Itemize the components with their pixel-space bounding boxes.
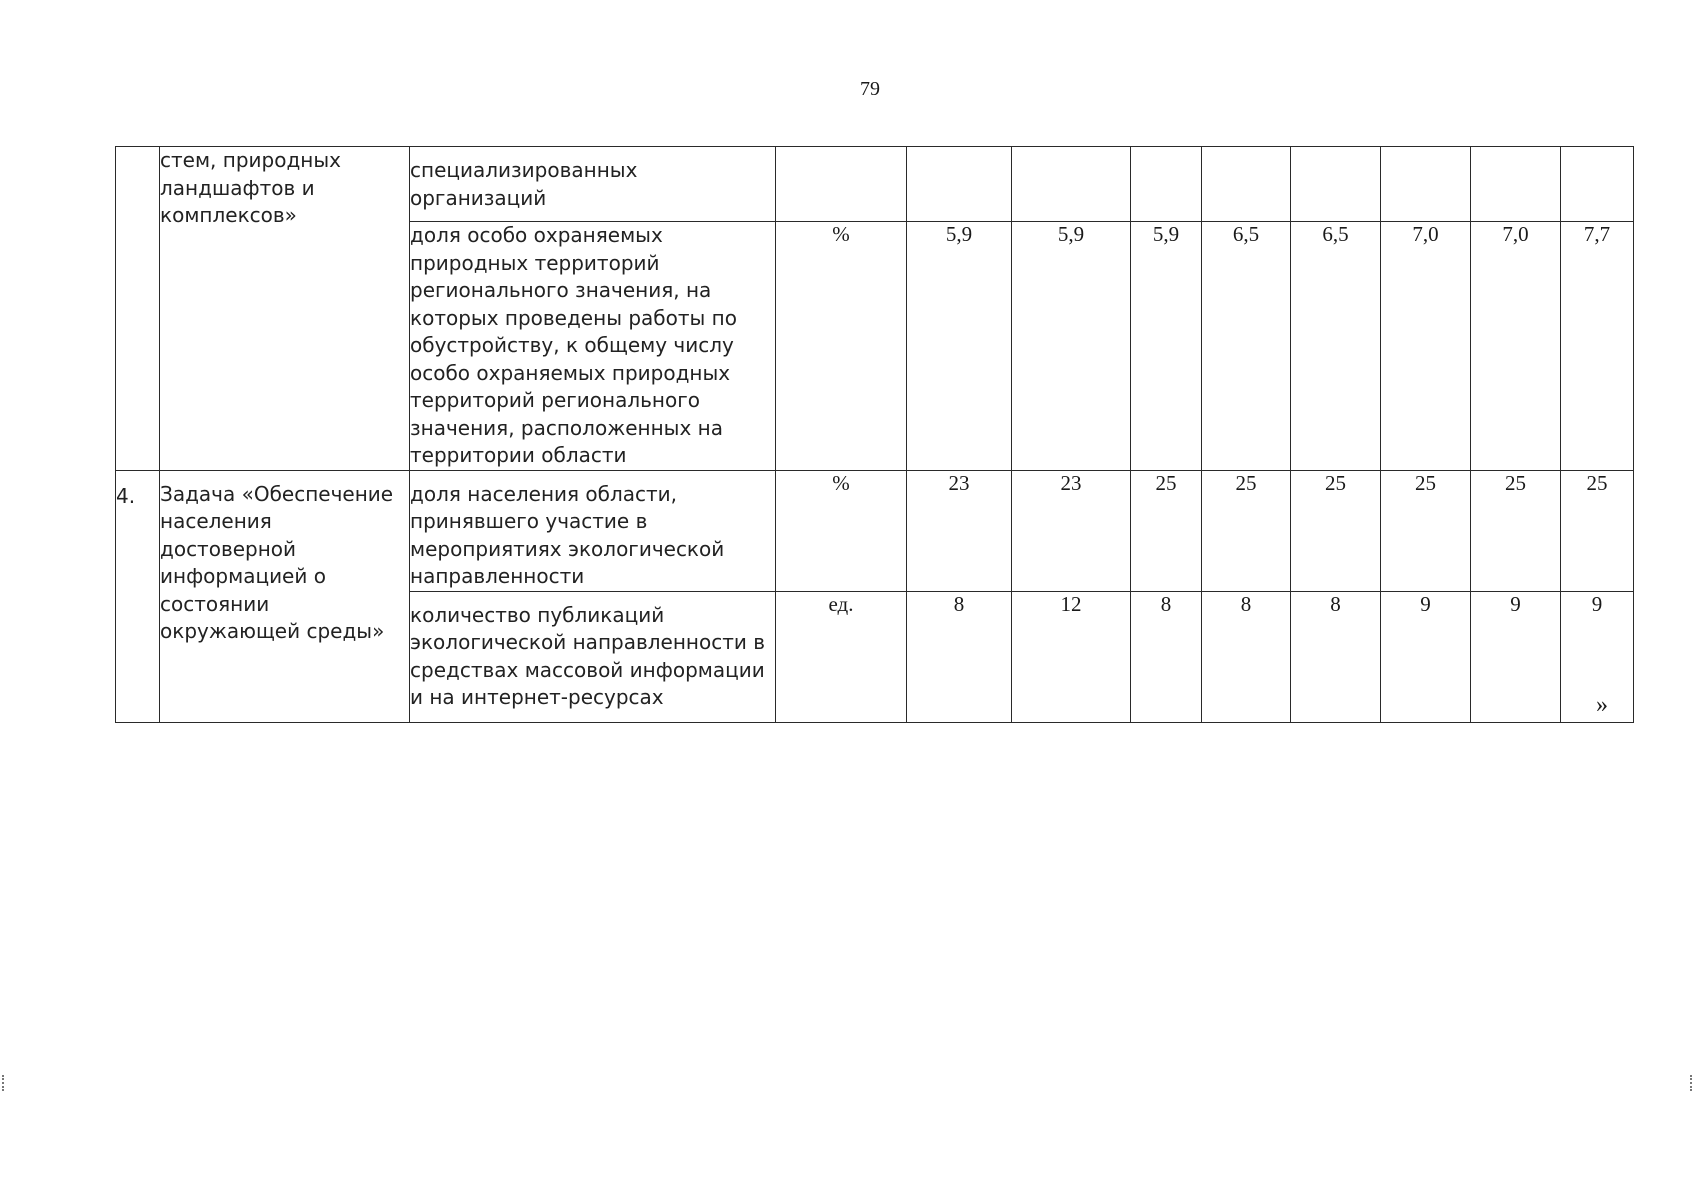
value-cell: 5,9 [1012, 222, 1131, 471]
indicator-cell: специализированных организаций [410, 147, 776, 222]
value-cell: 25 [1471, 470, 1561, 591]
value-cell [1471, 147, 1561, 222]
unit-cell [776, 147, 907, 222]
indicator-cell: количество публикаций экологической направленности в средствах массовой информации и на интернет-ресурсах [410, 591, 776, 722]
value-cell [1131, 147, 1202, 222]
indicator-cell: доля населения области, принявшего участие в мероприятиях экологической направленности [410, 470, 776, 591]
value-cell: 7,0 [1381, 222, 1471, 471]
value-cell: 7,7 [1561, 222, 1634, 471]
value-cell: 23 [1012, 470, 1131, 591]
value-cell: 23 [907, 470, 1012, 591]
value-cell: 8 [907, 591, 1012, 722]
value-cell [1202, 147, 1291, 222]
value-cell [907, 147, 1012, 222]
value-cell [1291, 147, 1381, 222]
closing-quote: » [1596, 692, 1608, 718]
value-cell: 6,5 [1291, 222, 1381, 471]
row-number [116, 147, 160, 471]
indicators-table [115, 146, 1634, 723]
value-cell: 9 [1561, 591, 1634, 722]
value-cell: 9 [1381, 591, 1471, 722]
value-cell: 9 [1471, 591, 1561, 722]
value-cell: 5,9 [907, 222, 1012, 471]
value-cell [1012, 147, 1131, 222]
value-cell: 12 [1012, 591, 1131, 722]
table-row [116, 470, 1634, 591]
value-cell: 5,9 [1131, 222, 1202, 471]
value-cell: 25 [1381, 470, 1471, 591]
value-cell: 25 [1202, 470, 1291, 591]
value-cell: 6,5 [1202, 222, 1291, 471]
value-cell [1381, 147, 1471, 222]
unit-cell: % [776, 470, 907, 591]
value-cell: 25 [1561, 470, 1634, 591]
task-cell: Задача «Обеспечение населения достоверной информацией о состоянии окружающей среды» [160, 470, 410, 722]
row-number: 4. [116, 470, 160, 722]
page-number: 79 [860, 78, 880, 100]
value-cell: 25 [1131, 470, 1202, 591]
value-cell: 8 [1131, 591, 1202, 722]
value-cell: 25 [1291, 470, 1381, 591]
value-cell: 8 [1291, 591, 1381, 722]
value-cell: 7,0 [1471, 222, 1561, 471]
value-cell [1561, 147, 1634, 222]
table-row [116, 147, 1634, 222]
task-cell: стем, природных ландшафтов и комплексов» [160, 147, 410, 471]
indicator-cell: доля особо охраняемых природных территорий регионального значения, на которых проведены работы по обустройству, к общему числу особо охраняемых природных территорий регионального значения, расположенных на территории области [410, 222, 776, 471]
unit-cell: ед. [776, 591, 907, 722]
value-cell: 8 [1202, 591, 1291, 722]
right-edge-mark [1690, 1075, 1694, 1091]
unit-cell: % [776, 222, 907, 471]
left-edge-mark [2, 1075, 6, 1091]
